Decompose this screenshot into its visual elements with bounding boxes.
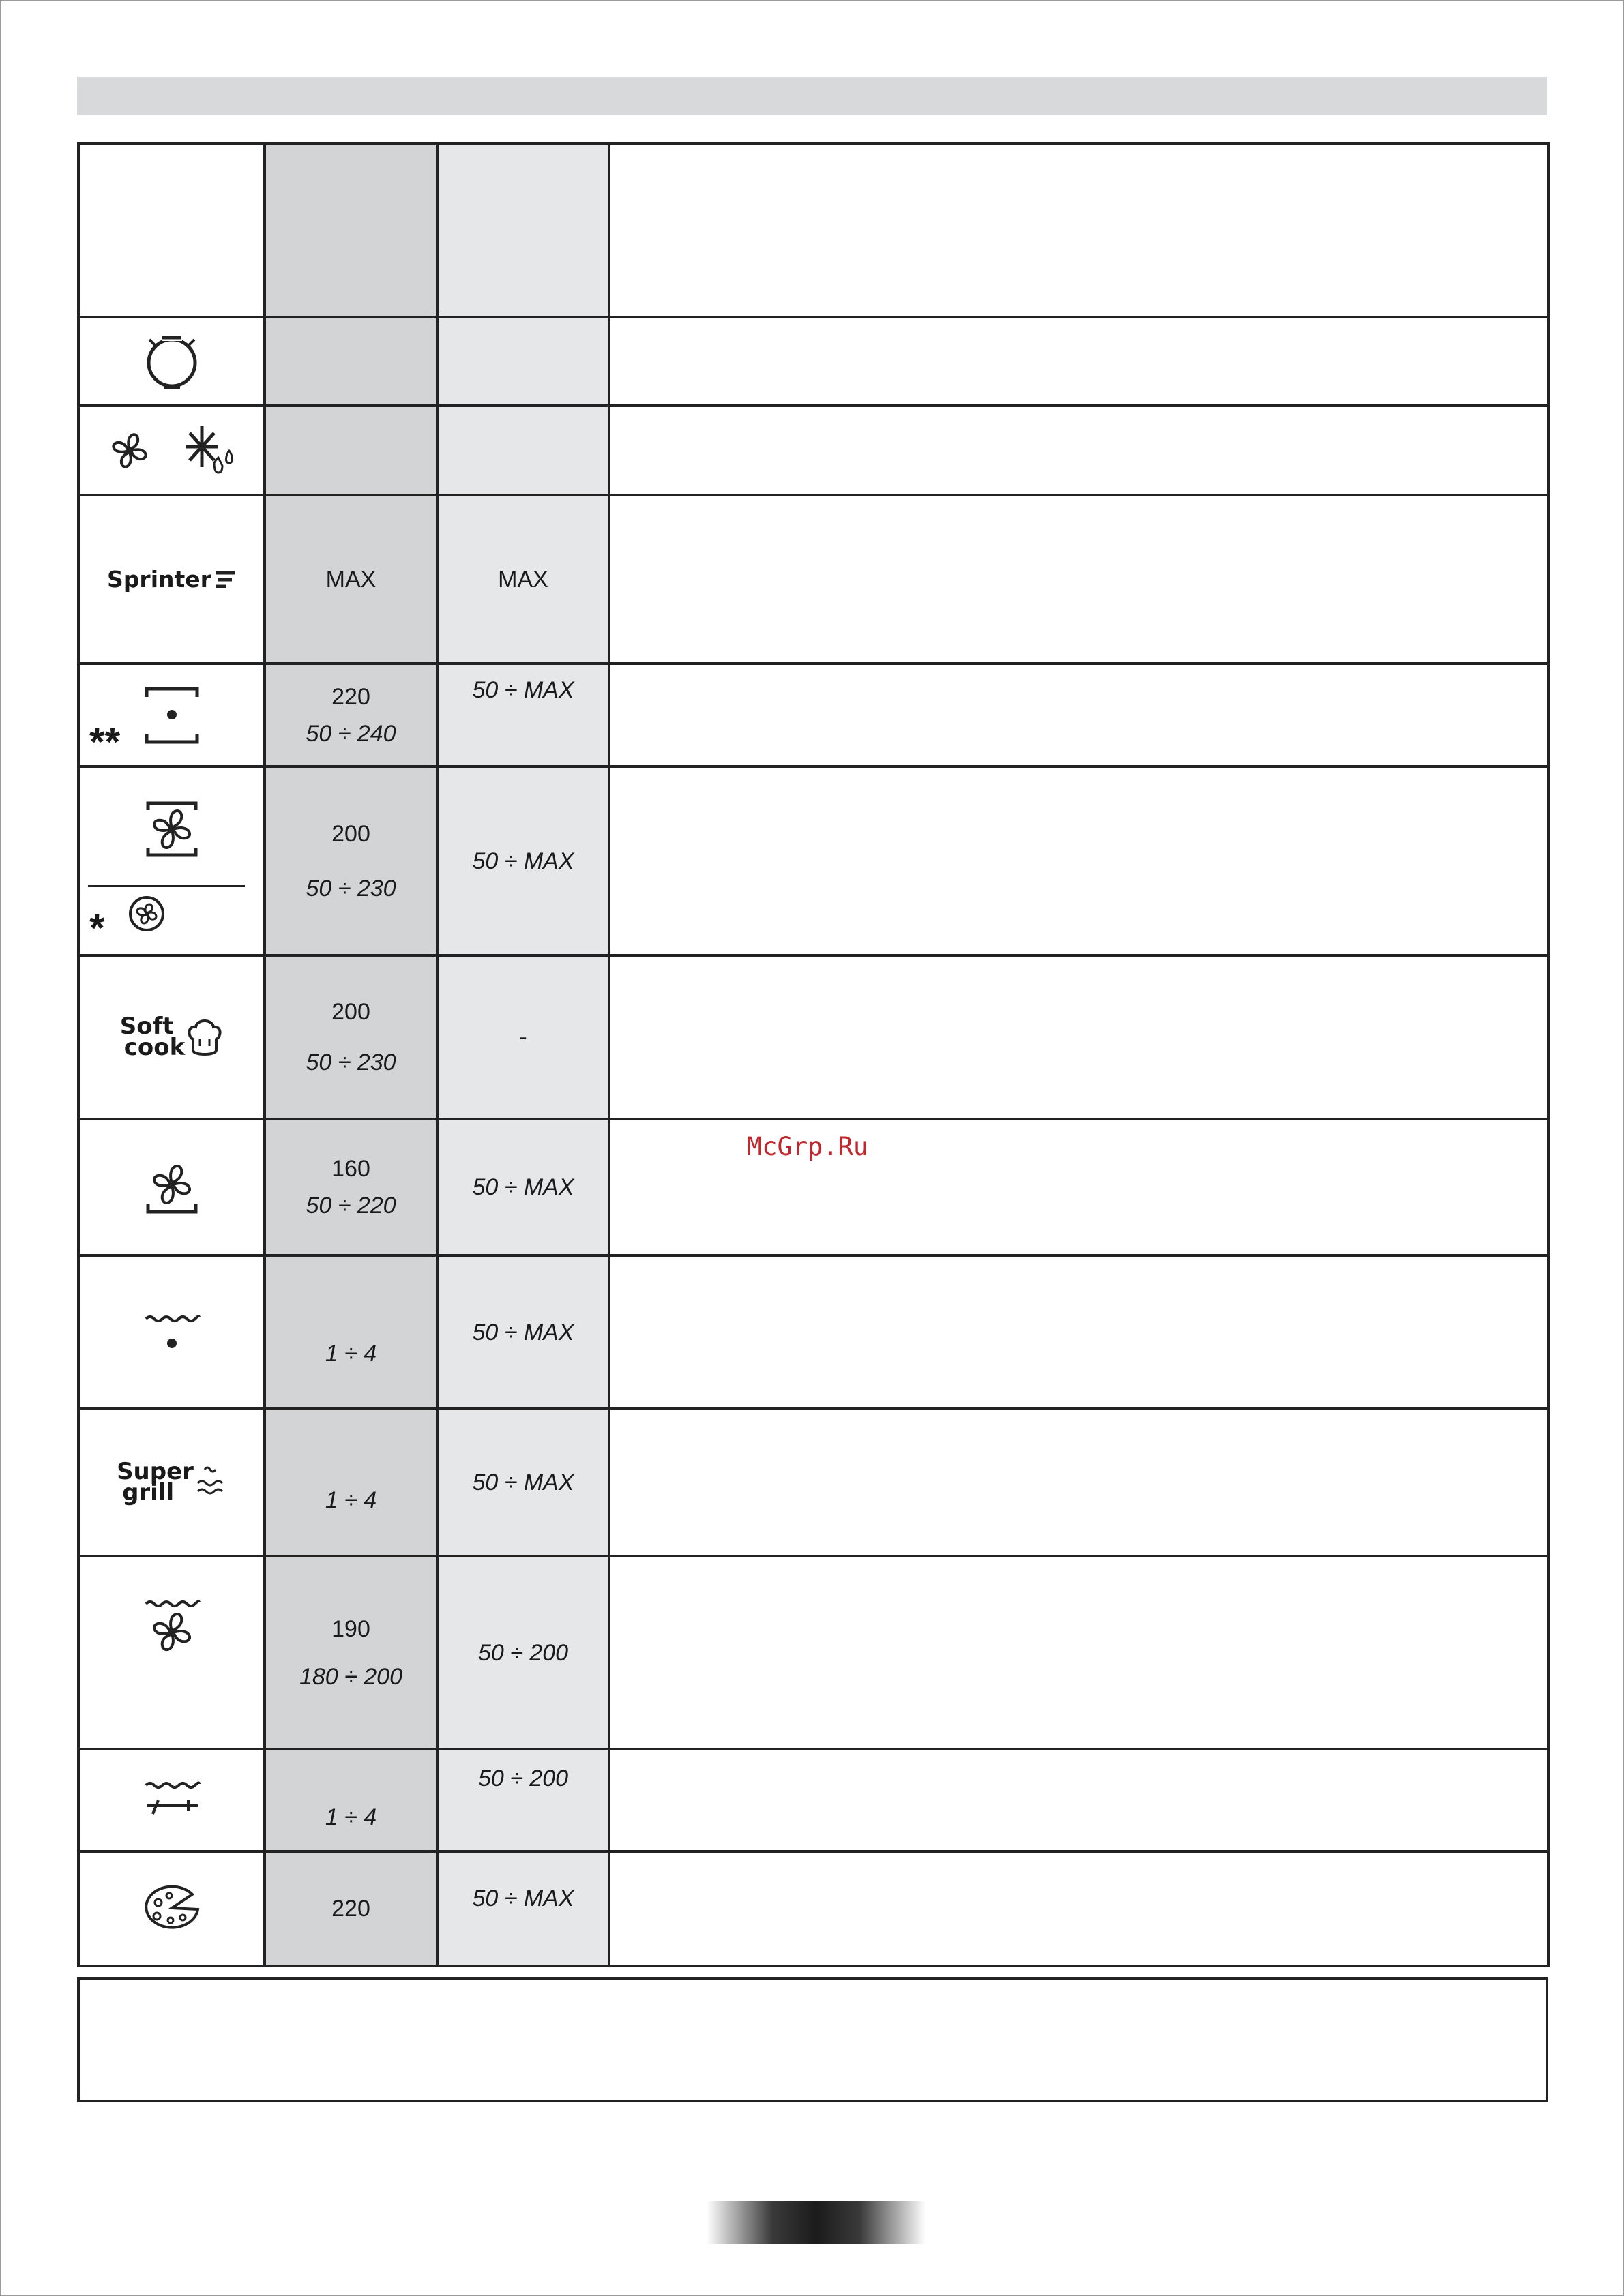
temperature-range: 1 ÷ 4 [325, 1804, 377, 1830]
super-grill-icon-text-1: Super [117, 1458, 194, 1486]
description-cell [609, 1409, 1548, 1556]
fan-grill-icon [80, 1598, 263, 1654]
microwave-range: 50 ÷ 200 [477, 1765, 569, 1791]
table-row [78, 664, 1548, 766]
microwave-cell [437, 955, 609, 1119]
icon-cell [78, 143, 265, 317]
page-tab [707, 2201, 926, 2244]
microwave-cell [437, 1255, 609, 1409]
description-cell [609, 495, 1548, 664]
icon-cell [78, 1749, 265, 1851]
table-header-row [78, 143, 1548, 317]
temperature-value: 220 [331, 1896, 370, 1922]
microwave-cell [437, 1749, 609, 1851]
icon-cell [78, 1851, 265, 1966]
temperature-cell [265, 1255, 437, 1409]
microwave-cell [437, 766, 609, 955]
icon-cell [78, 1409, 265, 1556]
temperature-value: 200 [331, 820, 370, 847]
microwave-range: 50 ÷ MAX [472, 1470, 574, 1495]
microwave-cell [437, 143, 609, 317]
icon-cell [78, 1119, 265, 1255]
microwave-range: 50 ÷ MAX [472, 1174, 574, 1200]
icon-cell [78, 955, 265, 1119]
table-row [78, 955, 1548, 1119]
temperature-value: MAX [325, 566, 377, 593]
soft-cook-icon [80, 1013, 263, 1061]
table-row [78, 406, 1548, 495]
table-row [78, 317, 1548, 406]
temperature-cell [265, 317, 437, 406]
icon-divider [88, 885, 245, 887]
temperature-cell [265, 143, 437, 317]
temperature-range: 50 ÷ 220 [306, 1193, 396, 1219]
footnote-marker: ** [89, 720, 121, 764]
microwave-cell [437, 406, 609, 495]
microwave-cell [437, 1119, 609, 1255]
super-grill-icon [80, 1458, 263, 1506]
microwave-cell [437, 664, 609, 766]
table-row [78, 1749, 1548, 1851]
temperature-range: 50 ÷ 230 [306, 875, 396, 901]
icon-cell [78, 406, 265, 495]
microwave-cell [437, 317, 609, 406]
temperature-range: 50 ÷ 230 [306, 1049, 396, 1075]
temperature-cell [265, 1749, 437, 1851]
footnote-marker: * [89, 906, 105, 951]
fan-circle-icon [128, 895, 166, 933]
temperature-cell [265, 495, 437, 664]
temperature-range: 180 ÷ 200 [299, 1663, 402, 1690]
temperature-cell [265, 1409, 437, 1556]
description-cell [609, 766, 1548, 955]
microwave-range: 50 ÷ MAX [472, 1885, 574, 1911]
fan-assisted-icon [80, 801, 263, 858]
icon-cell [78, 317, 265, 406]
temperature-value: 220 [331, 683, 370, 710]
watermark: McGrp.Ru [747, 1132, 869, 1161]
pizza-icon [80, 1885, 263, 1933]
table-row [78, 1409, 1548, 1556]
microwave-cell [437, 1556, 609, 1749]
temperature-cell [265, 664, 437, 766]
temperature-value: 160 [331, 1156, 370, 1182]
microwave-value: - [519, 1024, 527, 1050]
oven-lamp-icon [80, 330, 263, 393]
fan-bottom-heat-icon [80, 1159, 263, 1216]
temperature-range: 1 ÷ 4 [325, 1487, 377, 1513]
temperature-cell [265, 766, 437, 955]
description-cell [609, 1255, 1548, 1409]
temperature-cell [265, 1556, 437, 1749]
defrost-fan-icon [80, 423, 263, 478]
icon-cell [78, 664, 265, 766]
icon-cell [78, 1556, 265, 1749]
microwave-range: 50 ÷ MAX [472, 1319, 574, 1345]
header-bar [77, 77, 1547, 115]
table-row [78, 1851, 1548, 1966]
temperature-cell [265, 406, 437, 495]
temperature-cell [265, 1119, 437, 1255]
rotisserie-grill-icon [80, 1780, 263, 1821]
description-cell [609, 955, 1548, 1119]
icon-cell [78, 1255, 265, 1409]
temperature-value: 190 [331, 1615, 370, 1642]
microwave-cell [437, 495, 609, 664]
microwave-cell [437, 1409, 609, 1556]
description-cell [609, 1749, 1548, 1851]
description-cell [609, 1851, 1548, 1966]
temperature-value: 200 [331, 999, 370, 1025]
microwave-range: 50 ÷ MAX [472, 677, 574, 703]
soft-cook-icon-text-1: Soft [119, 1013, 174, 1041]
soft-cook-icon-text-2: cook [123, 1034, 186, 1061]
table-row [78, 1556, 1548, 1749]
icon-cell [78, 766, 265, 955]
microwave-cell [437, 1851, 609, 1966]
icon-cell [78, 495, 265, 664]
sprinter-icon-text: Sprinter [107, 565, 211, 593]
table-row [78, 766, 1548, 955]
temperature-range: 1 ÷ 4 [325, 1340, 377, 1367]
table-row [78, 1255, 1548, 1409]
program-table [77, 142, 1550, 1967]
microwave-range: 50 ÷ MAX [472, 848, 574, 874]
description-cell [609, 1556, 1548, 1749]
table-row [78, 495, 1548, 664]
description-cell [609, 143, 1548, 317]
sprinter-icon [80, 565, 263, 593]
microwave-value: MAX [498, 566, 548, 593]
temperature-cell [265, 1851, 437, 1966]
description-cell [609, 317, 1548, 406]
grill-icon [80, 1313, 263, 1352]
super-grill-icon-text-2: grill [122, 1479, 175, 1506]
temperature-cell [265, 955, 437, 1119]
temperature-range: 50 ÷ 240 [306, 720, 396, 747]
note-box [77, 1977, 1548, 2102]
description-cell [609, 406, 1548, 495]
microwave-range: 50 ÷ 200 [477, 1639, 569, 1666]
description-cell [609, 664, 1548, 766]
